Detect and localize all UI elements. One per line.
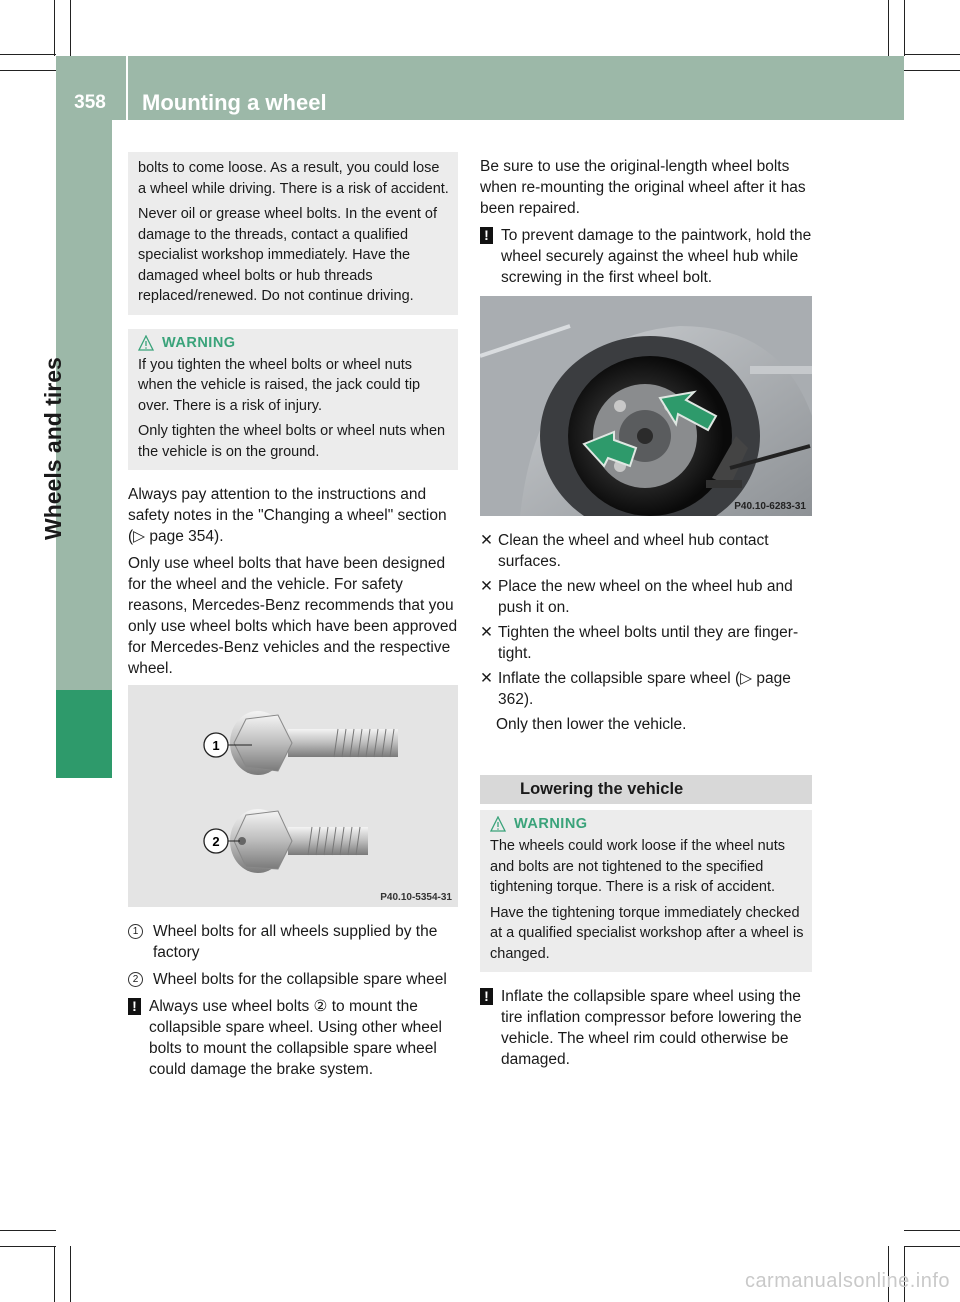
crop-mark (904, 70, 960, 71)
spacer (480, 741, 812, 775)
crop-mark (0, 70, 56, 71)
step-result: Only then lower the vehicle. (496, 716, 687, 733)
step-marker: ✕ (480, 670, 493, 687)
figure-caption: P40.10-5354-31 (380, 892, 452, 903)
crop-mark (0, 1230, 56, 1231)
legend-text: Wheel bolts for all wheels supplied by the factory (153, 923, 438, 961)
crop-mark (904, 54, 960, 55)
warning-header (490, 816, 804, 832)
crop-mark (904, 0, 905, 56)
right-column (480, 156, 812, 1078)
page-number: 358 (74, 92, 106, 113)
note-text: Always use wheel bolts ② to mount the collapsible spare wheel. Using other wheel bolts to mount the collapsible spare wheel could damage the brake system. (149, 998, 442, 1078)
caution-note (480, 225, 812, 288)
step-text: Tighten the wheel bolts until they are finger-tight. (498, 624, 799, 662)
crop-mark (904, 1246, 960, 1247)
chapter-label: Wheels and tires (40, 357, 66, 540)
continued-warning-box (128, 152, 458, 315)
body-paragraph: Only use wheel bolts that have been designed for the wheel and the vehicle. For safety reasons, Mercedes-Benz recommends that you only use wheel bolts which have been approved for Mercedes-Benz vehicles and the respective wheel. (128, 555, 458, 677)
crop-mark (904, 1230, 960, 1231)
instruction-step (480, 668, 812, 710)
crop-mark (54, 0, 55, 56)
crop-mark (70, 1246, 71, 1302)
step-marker: ✕ (480, 624, 493, 641)
crop-mark (70, 0, 71, 56)
box-paragraph: Never oil or grease wheel bolts. In the event of damage to the threads, contact a qualified specialist workshop immediately. Have the damaged wheel bolts or hub threads replaced/renewed. Do not continue driving. (138, 206, 438, 304)
crop-mark (0, 1246, 56, 1247)
caution-icon: ! (480, 227, 493, 244)
note-text: To prevent damage to the paintwork, hold the wheel securely against the wheel hub while screwing in the first wheel bolt. (501, 227, 812, 286)
warning-header (138, 335, 450, 351)
wheel-bolt-1 (230, 711, 398, 775)
spare-wheel (568, 356, 732, 516)
warning-paragraph: If you tighten the wheel bolts or wheel nuts when the vehicle is raised, the jack could tip over. There is a risk of injury. (138, 356, 421, 414)
legend-text: Wheel bolts for the collapsible spare wheel (153, 971, 447, 988)
step-text: Place the new wheel on the wheel hub and push it on. (498, 578, 793, 616)
warning-box (480, 810, 812, 972)
page-header (56, 56, 904, 120)
legend-number: 2 (128, 972, 143, 987)
caution-note (128, 996, 458, 1080)
svg-text:2: 2 (212, 834, 220, 849)
note-text: Inflate the collapsible spare wheel using the tire inflation compressor before lowering the vehicle. The wheel rim could otherwise be damaged. (501, 988, 802, 1068)
figure-caption: P40.10-6283-31 (734, 501, 806, 512)
mounting-wheel-figure (480, 296, 812, 516)
svg-text:1: 1 (212, 738, 220, 753)
warning-title: WARNING (162, 334, 236, 351)
body-paragraph: Always pay attention to the instructions and safety notes in the "Changing a wheel" section (▷ page 354). (128, 486, 447, 545)
wheel-bolts-figure (128, 685, 458, 907)
instruction-step (480, 530, 812, 572)
step-text: Inflate the collapsible spare wheel (▷ page 362). (498, 670, 791, 708)
warning-paragraph: The wheels could work loose if the wheel nuts and bolts are not tightened to the specified tightening torque. There is a risk of accident. (490, 838, 785, 895)
legend-number: 1 (128, 924, 143, 939)
warning-paragraph: Have the tightening torque immediately checked at a qualified specialist workshop after a wheel is changed. (490, 904, 804, 962)
chapter-marker (56, 690, 112, 778)
crop-mark (54, 1246, 55, 1302)
warning-box (128, 329, 458, 471)
crop-mark (888, 0, 889, 56)
wheel-bolt-2 (230, 809, 368, 873)
caution-note (480, 986, 812, 1070)
warning-title: WARNING (514, 816, 588, 832)
wheel-bolts-illustration (128, 685, 458, 907)
warning-triangle-icon (490, 816, 506, 832)
watermark: carmanualsonline.info (744, 1270, 950, 1292)
header-divider (126, 56, 128, 120)
body-paragraph: Be sure to use the original-length wheel bolts when re-mounting the original wheel after it has been repaired. (480, 158, 806, 217)
caution-icon: ! (480, 988, 493, 1005)
left-column (128, 156, 458, 1088)
legend-item (128, 969, 458, 990)
caution-icon: ! (128, 998, 141, 1015)
instruction-step (480, 622, 812, 664)
warning-triangle-icon (138, 335, 154, 351)
step-text: Clean the wheel and wheel hub contact surfaces. (498, 532, 769, 570)
step-marker: ✕ (480, 578, 493, 595)
warning-paragraph: Only tighten the wheel bolts or wheel nuts when the vehicle is on the ground. (138, 423, 446, 460)
page-title: Mounting a wheel (142, 90, 327, 115)
step-marker: ✕ (480, 532, 493, 549)
section-heading: Lowering the vehicle (480, 775, 812, 804)
legend-item (128, 921, 458, 963)
mounting-wheel-photo (480, 296, 812, 516)
crop-mark (0, 54, 56, 55)
box-paragraph: bolts to come loose. As a result, you could lose a wheel while driving. There is a risk of accident. (138, 160, 449, 197)
instruction-step (480, 576, 812, 618)
